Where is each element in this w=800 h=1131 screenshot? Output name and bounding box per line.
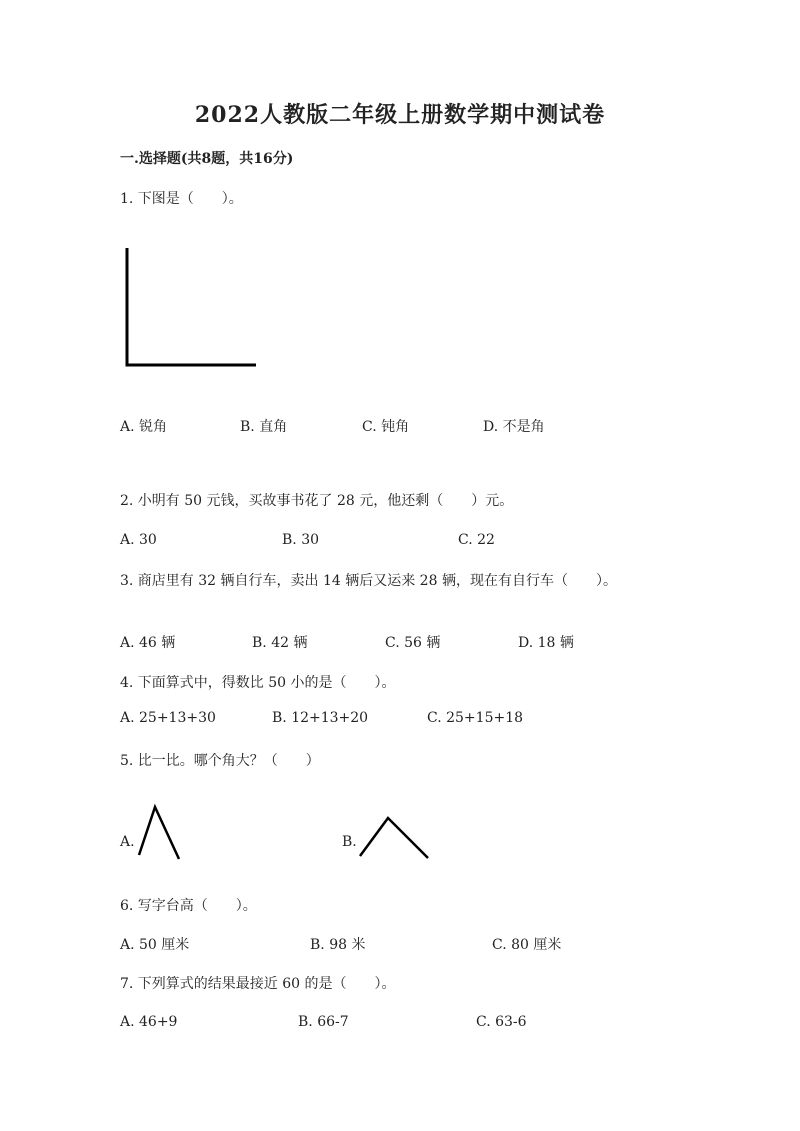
question-5: 5. 比一比。哪个角大？（ ） <box>120 753 320 769</box>
q1-option-c: C. 钝角 <box>362 419 410 435</box>
q7-option-a: A. 46+9 <box>120 1014 178 1030</box>
wide-angle-figure <box>356 812 436 864</box>
q3-option-a: A. 46 辆 <box>120 635 176 651</box>
question-2: 2. 小明有 50 元钱，买故事书花了 28 元，他还剩（ ）元。 <box>120 493 514 509</box>
q4-option-c: C. 25+15+18 <box>427 710 524 726</box>
q1-option-b: B. 直角 <box>240 419 288 435</box>
q5-option-a: A. <box>120 834 135 850</box>
q1-option-d: D. 不是角 <box>483 419 545 435</box>
q3-option-c: C. 56 辆 <box>385 635 441 651</box>
right-angle-figure <box>120 245 260 370</box>
q6-option-b: B. 98 米 <box>310 937 366 953</box>
question-1: 1. 下图是（ ）。 <box>120 191 243 207</box>
q3-option-d: D. 18 辆 <box>518 635 574 651</box>
q7-option-c: C. 63-6 <box>476 1014 527 1030</box>
question-3: 3. 商店里有 32 辆自行车，卖出 14 辆后又运来 28 辆，现在有自行车（ ）。 <box>120 573 617 589</box>
q3-option-b: B. 42 辆 <box>252 635 308 651</box>
q7-option-b: B. 66-7 <box>298 1014 349 1030</box>
q1-option-a: A. 锐角 <box>120 419 168 435</box>
section-heading: 一.选择题(共8题，共16分) <box>120 151 294 167</box>
page-title: 2022人教版二年级上册数学期中测试卷 <box>194 102 606 128</box>
q2-option-c: C. 22 <box>458 532 495 548</box>
q4-option-b: B. 12+13+20 <box>272 710 369 726</box>
q5-option-b: B. <box>342 834 357 850</box>
q4-option-a: A. 25+13+30 <box>120 710 216 726</box>
question-6: 6. 写字台高（ ）。 <box>120 898 257 914</box>
question-7: 7. 下列算式的结果最接近 60 的是（ ）。 <box>120 976 396 992</box>
q6-option-a: A. 50 厘米 <box>120 937 190 953</box>
q6-option-c: C. 80 厘米 <box>492 937 562 953</box>
q2-option-b: B. 30 <box>282 532 320 548</box>
question-4: 4. 下面算式中，得数比 50 小的是（ ）。 <box>120 675 396 691</box>
narrow-angle-figure <box>135 803 185 863</box>
q2-option-a: A. 30 <box>120 532 157 548</box>
